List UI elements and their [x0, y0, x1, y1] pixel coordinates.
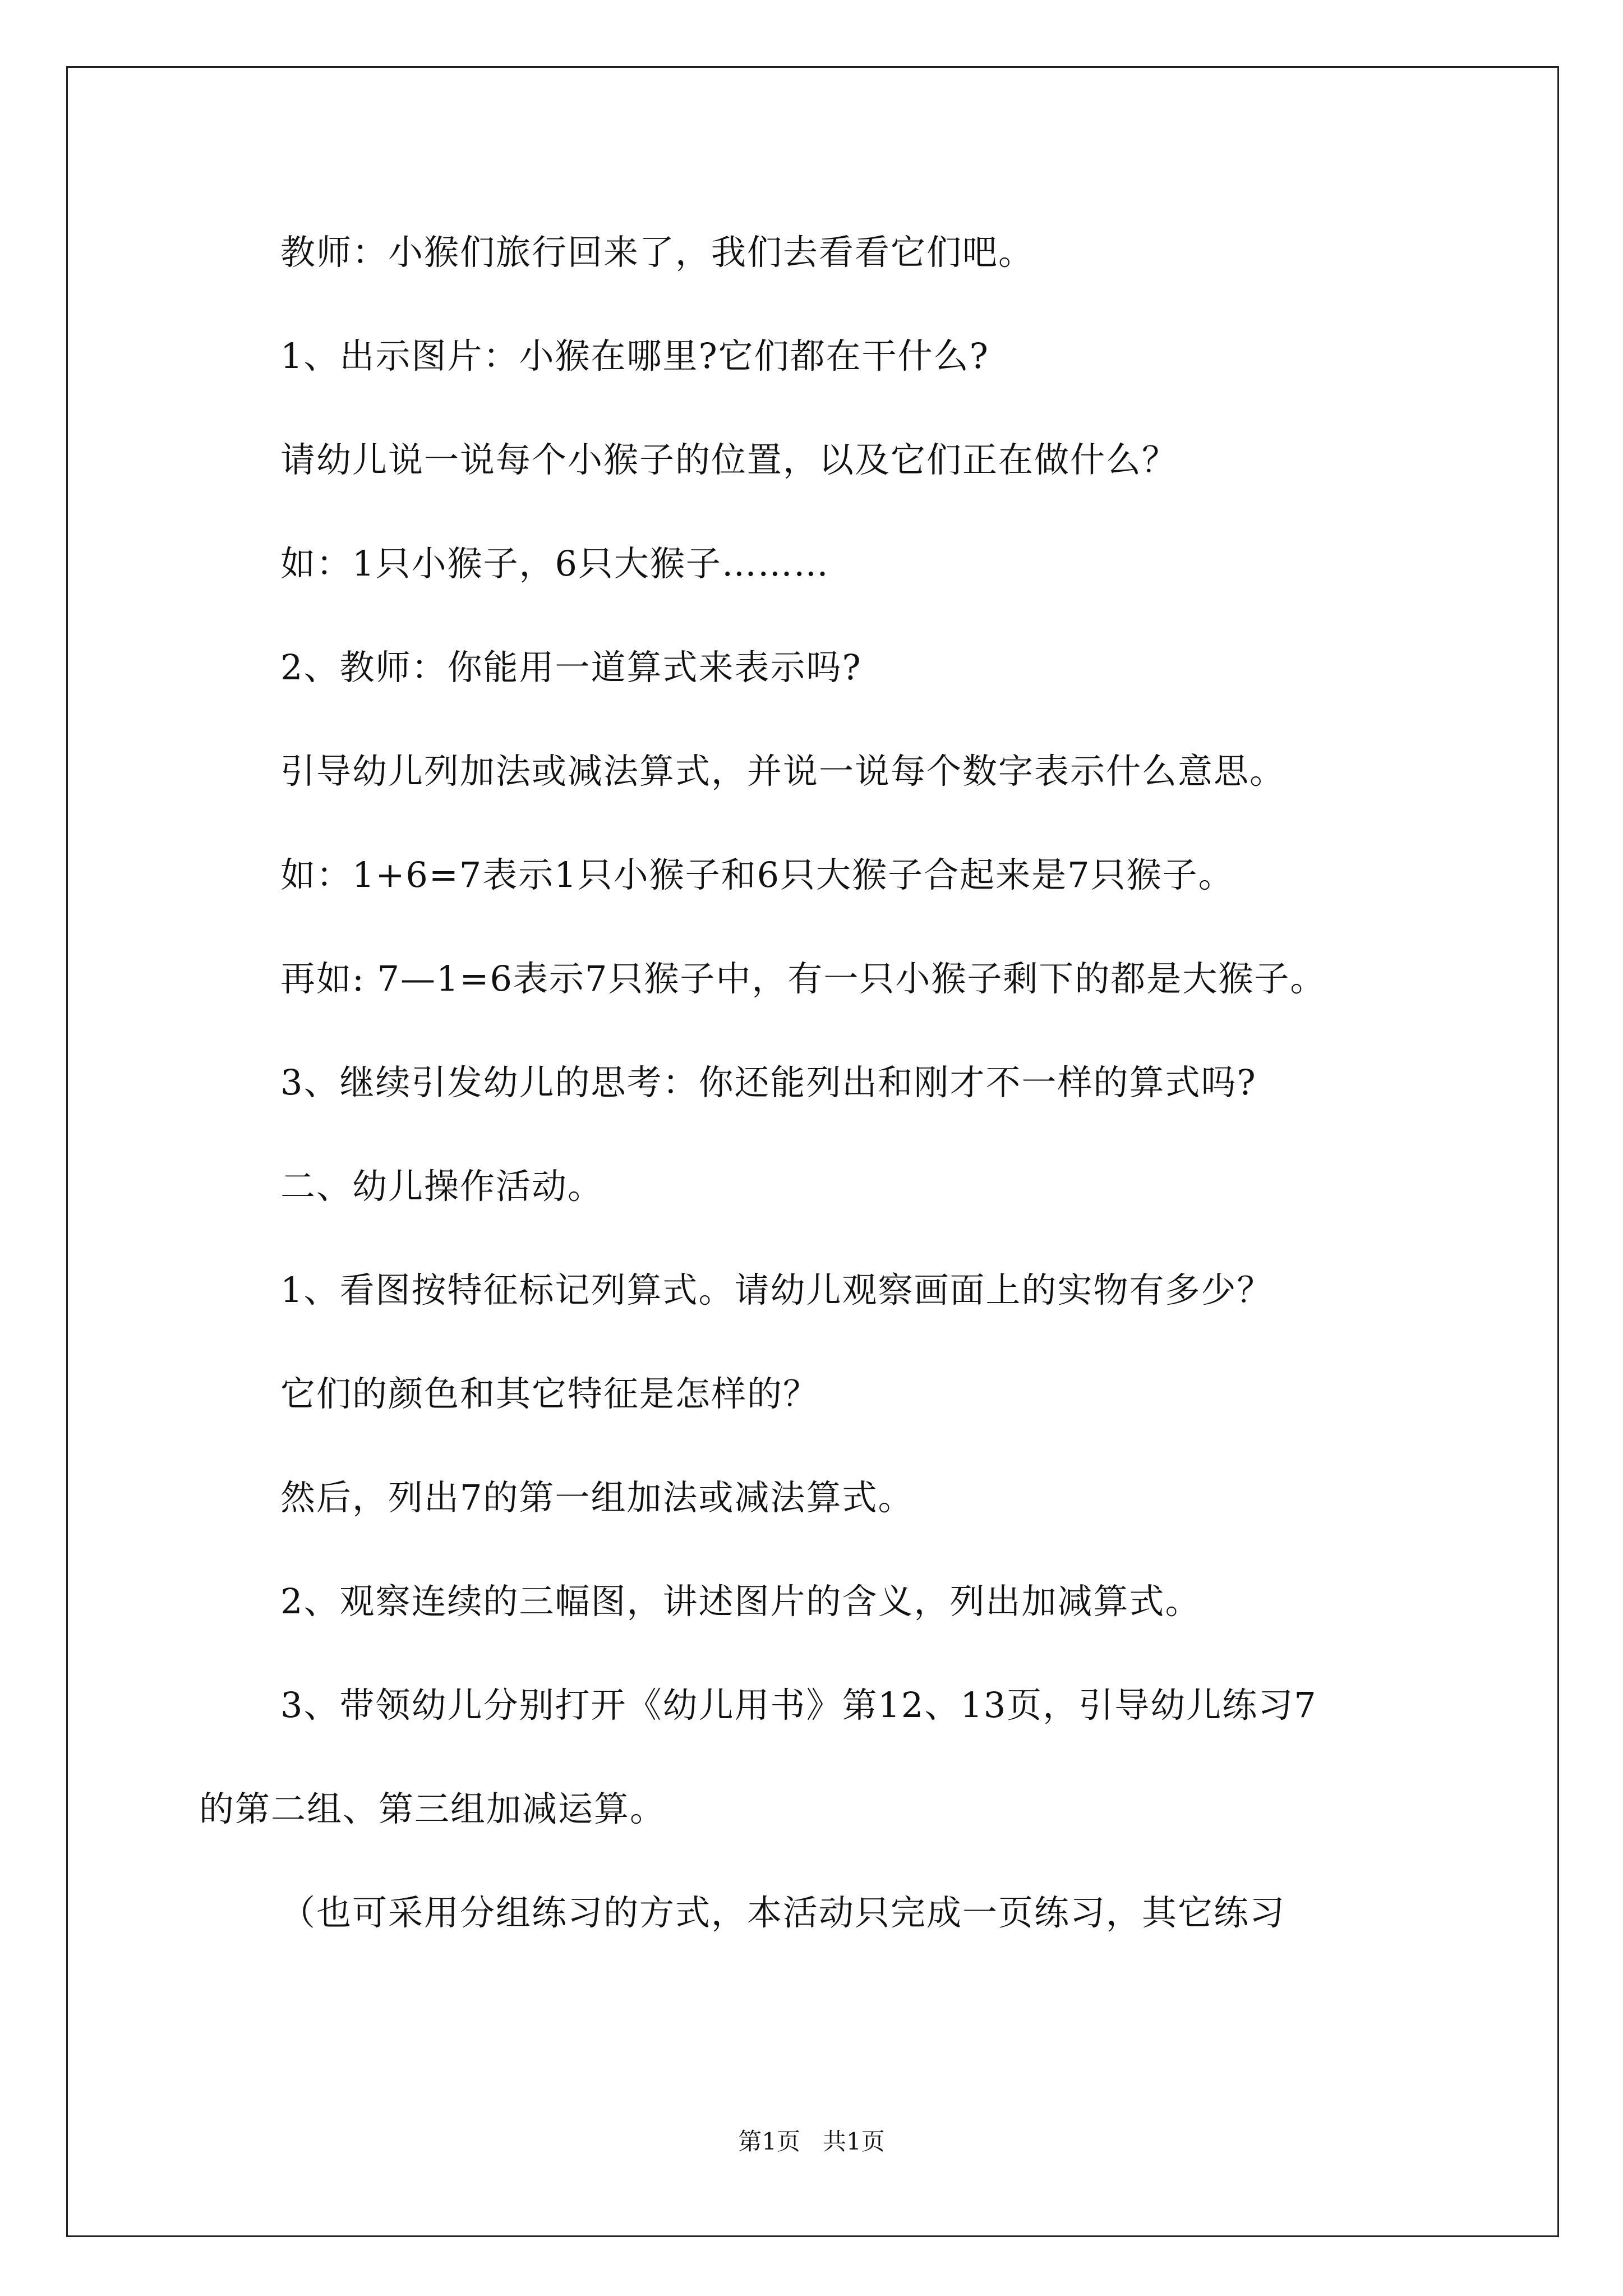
page-footer: 第1页 共1页 [738, 2128, 885, 2155]
text-line-17: （也可采用分组练习的方式，本活动只完成一页练习，其它练习 [280, 1892, 1286, 1933]
text-line-6: 引导幼儿列加法或减法算式，并说一说每个数字表示什么意思。 [280, 751, 1286, 792]
text-line-9: 3、继续引发幼儿的思考：你还能列出和刚才不一样的算式吗? [280, 1062, 1257, 1103]
text-line-15: 3、带领幼儿分别打开《幼儿用书》第12、13页，引导幼儿练习7 [280, 1685, 1317, 1726]
text-line-7: 如：1+6=7表示1只小猴子和6只大猴子合起来是7只猴子。 [280, 854, 1234, 895]
text-line-4: 如：1只小猴子，6只大猴子……… [280, 543, 829, 584]
text-line-8: 再如: 7—1=6表示7只猴子中，有一只小猴子剩下的都是大猴子。 [280, 958, 1326, 999]
text-line-13: 然后，列出7的第一组加法或减法算式。 [280, 1477, 914, 1518]
text-line-3: 请幼儿说一说每个小猴子的位置，以及它们正在做什么？ [280, 439, 1178, 480]
text-line-2: 1、出示图片：小猴在哪里?它们都在干什么? [280, 335, 989, 376]
text-line-14: 2、观察连续的三幅图，讲述图片的含义，列出加减算式。 [280, 1581, 1201, 1622]
text-line-10: 二、幼儿操作活动。 [280, 1166, 604, 1207]
text-line-12: 它们的颜色和其它特征是怎样的？ [280, 1373, 819, 1414]
text-line-11: 1、看图按特征标记列算式。请幼儿观察画面上的实物有多少？ [280, 1269, 1273, 1310]
text-line-5: 2、教师：你能用一道算式来表示吗? [280, 647, 862, 688]
text-line-1: 教师：小猴们旅行回来了，我们去看看它们吧。 [280, 232, 1035, 273]
text-line-16: 的第二组、第三组加减运算。 [199, 1788, 666, 1829]
